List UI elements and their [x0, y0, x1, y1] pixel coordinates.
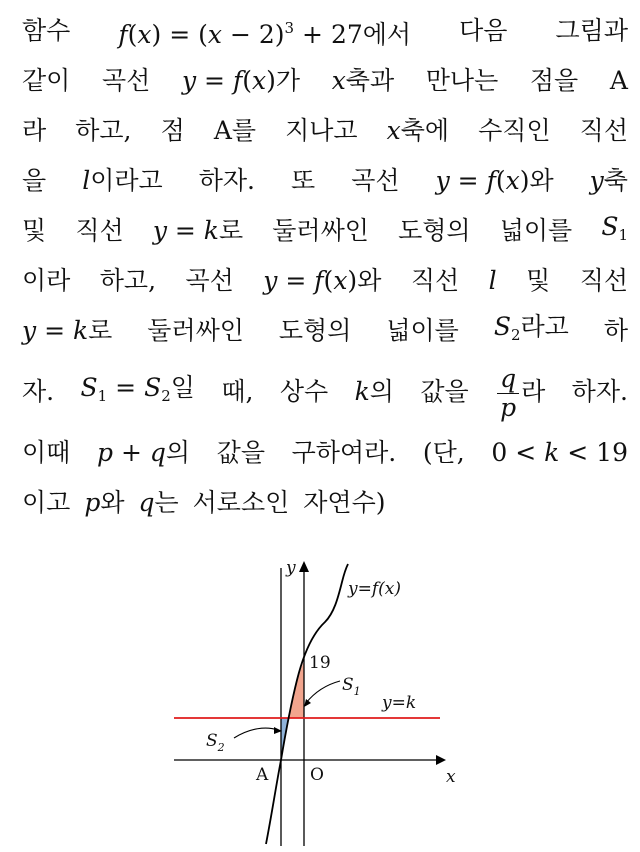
word: $S_2$라고 — [493, 312, 569, 344]
word: 넓이를 — [499, 216, 573, 245]
problem-line-3 — [22, 106, 628, 156]
word: $f(x) = (x - 2)^3 + 27$에서 — [118, 18, 412, 49]
word: $S_1$ — [601, 212, 628, 244]
word: y축 — [589, 166, 628, 195]
word: 0 < k < 19 — [491, 438, 628, 467]
word: 상수 — [279, 377, 329, 406]
point-a-label: A — [256, 765, 269, 785]
word: 곡선 — [101, 66, 151, 95]
problem-line-9 — [22, 428, 628, 478]
word: $S_1 = S_2$일 — [80, 373, 195, 405]
word: 이고 — [22, 488, 71, 517]
word: 값을 — [216, 438, 265, 467]
word: k의 — [354, 377, 394, 406]
problem-line-7 — [22, 306, 628, 356]
word: 다음 — [459, 16, 508, 45]
word: 넓이를 — [386, 316, 459, 345]
word: 직선 — [75, 216, 124, 245]
word: 서로소인 — [192, 488, 290, 517]
graph-figure — [170, 558, 460, 848]
word: y = f(x)가 — [181, 66, 301, 95]
word: 라 — [22, 116, 47, 145]
word: 점을 — [529, 66, 579, 95]
word: 이때 — [22, 438, 71, 467]
y-axis-label: y — [286, 558, 296, 578]
word: 만나는 — [425, 66, 499, 95]
word: 구하여라. — [291, 438, 397, 467]
intercept-label: 19 — [309, 653, 331, 673]
word: x축과 — [331, 66, 395, 95]
word: p와 — [84, 488, 125, 517]
problem-line-8 — [22, 356, 628, 428]
s1-leader — [306, 681, 340, 703]
problem-line-4 — [22, 156, 628, 206]
s2-label: $S_2$ — [206, 731, 225, 754]
word: 또 — [291, 166, 316, 195]
problem-line-10 — [22, 478, 628, 528]
problem-statement — [22, 6, 628, 528]
word: 하고, — [75, 116, 132, 145]
fraction-q-over-p: $\frac{q}{p}$ — [497, 365, 519, 422]
word: x축에 — [386, 116, 450, 145]
word: y = k로 — [152, 216, 244, 245]
word: l — [488, 266, 497, 295]
word: y = f(x)와 — [435, 166, 554, 195]
word: 곡선 — [351, 166, 400, 195]
word: 때, — [221, 377, 254, 406]
word: 점 — [160, 116, 185, 145]
word: 하고, — [99, 266, 157, 295]
word: y = f(x)와 — [263, 266, 382, 295]
word: 및 — [526, 266, 551, 295]
s1-leader-arrow-icon — [304, 699, 311, 707]
word: 둘러싸인 — [272, 216, 369, 245]
word: 하자. — [571, 377, 628, 406]
word: y = k로 — [22, 316, 113, 345]
word: 값을 — [420, 377, 469, 406]
word: 하 — [603, 316, 628, 345]
word: l이라고 — [82, 166, 163, 195]
x-axis-arrow-icon — [436, 755, 446, 765]
word: (단, — [422, 438, 465, 467]
word: 이라 — [22, 266, 71, 295]
word: 직선 — [579, 116, 628, 145]
word: A — [609, 66, 628, 95]
s2-leader — [234, 728, 278, 738]
word: 자연수) — [303, 488, 386, 517]
s1-label: $S_1$ — [342, 675, 361, 698]
word: q는 — [138, 488, 179, 517]
word: $\frac{q}{p}$ 라 — [495, 356, 545, 428]
word: 직선 — [579, 266, 628, 295]
word: 둘러싸인 — [147, 316, 244, 345]
word: 직선 — [410, 266, 460, 295]
curve-label: y=f(x) — [348, 579, 401, 599]
line-k-label: y=k — [382, 693, 417, 713]
word: p + q의 — [96, 438, 191, 467]
problem-line-2 — [22, 56, 628, 106]
word: 지나고 — [285, 116, 358, 145]
x-axis-label: x — [446, 767, 456, 787]
word: 도형의 — [398, 216, 471, 245]
word: 을 — [22, 166, 47, 195]
word: 및 — [22, 216, 47, 245]
word: 같이 — [22, 66, 71, 95]
word: 수직인 — [478, 116, 551, 145]
word: A를 — [213, 116, 257, 145]
word: 도형의 — [278, 316, 352, 345]
word: 곡선 — [185, 266, 234, 295]
y-axis-arrow-icon — [299, 561, 309, 572]
word: 함수 — [22, 16, 71, 45]
problem-line-1 — [22, 6, 628, 56]
problem-line-5 — [22, 206, 628, 256]
word: 자. — [22, 377, 55, 406]
problem-line-6 — [22, 256, 628, 306]
word: 하자. — [198, 166, 255, 195]
origin-label: O — [310, 765, 324, 785]
word: 그림과 — [555, 16, 628, 45]
